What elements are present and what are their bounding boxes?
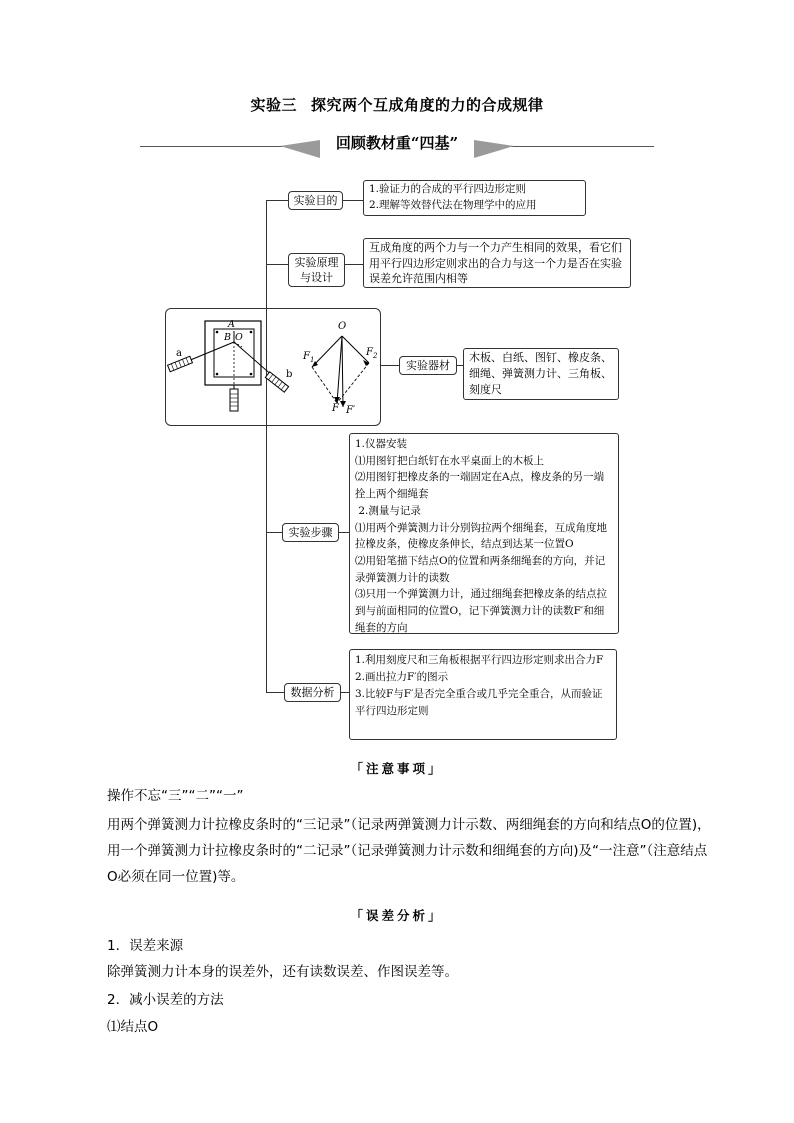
title-text: 探究两个互成角度的力的合成规律 <box>311 96 544 114</box>
banner-left-decoration <box>280 140 320 158</box>
purpose-line: 1.验证力的合成的平行四边形定则 <box>369 183 527 195</box>
analysis-line: 1.利用刻度尺和三角板根据平行四边形定则求出合力F <box>355 654 604 666</box>
label-b: b <box>286 369 293 380</box>
connector <box>266 200 288 201</box>
errors-subheading-2: 2．减小误差的方法 <box>107 992 224 1008</box>
connector <box>266 264 288 265</box>
label-point-A: A <box>228 319 235 330</box>
connector <box>381 365 399 366</box>
label-point-B: B <box>224 332 231 343</box>
page-title <box>0 94 794 115</box>
banner-title: 回顾教材重“四基” <box>335 134 459 152</box>
connector <box>343 200 363 201</box>
label-F1 <box>303 351 314 364</box>
label-principle <box>288 253 345 287</box>
label-F: F <box>332 403 339 414</box>
errors-heading-text: 误差分析 <box>365 908 428 923</box>
label-purpose: 实验目的 <box>288 191 343 210</box>
label-principle-line: 实验原理 <box>294 256 339 269</box>
label-equipment: 实验器材 <box>399 356 457 375</box>
apparatus-diagram <box>165 308 381 426</box>
notes-heading-text: 注意事项 <box>365 761 428 776</box>
notes-subtitle: 操作不忘“三”“二”“一” <box>107 788 244 804</box>
notes-heading: 「注意事项」 <box>350 761 444 776</box>
purpose-box <box>363 180 586 216</box>
errors-subheading-3: ⑴结点O <box>107 1019 159 1035</box>
analysis-box <box>349 649 617 740</box>
label-F1-sub: 1 <box>309 356 315 364</box>
label-F2-sub: 2 <box>372 352 378 360</box>
label-F-prime: F′ <box>346 405 356 416</box>
connector <box>266 692 284 693</box>
purpose-line: 2.理解等效替代法在物理学中的应用 <box>369 198 537 211</box>
label-F1-main: F <box>303 351 310 362</box>
steps-line: ⑶只用一个弹簧测力计，通过细绳套把橡皮条的结点拉到与前面相同的位置O，记下弹簧测力计的读数F′和细绳套的方向 <box>355 588 607 634</box>
label-principle-line: 与设计 <box>300 271 333 284</box>
connector <box>341 692 349 693</box>
connector <box>266 532 282 533</box>
equipment-box: 木板、白纸、图钉、橡皮条、细绳、弹簧测力计、三角板、刻度尺 <box>463 348 619 400</box>
steps-line: 2.测量与记录 <box>355 504 421 517</box>
connector <box>339 532 349 533</box>
errors-paragraph-1: 除弹簧测力计本身的误差外，还有读数误差、作图误差等。 <box>107 964 458 980</box>
label-a: a <box>176 348 182 359</box>
steps-line: ⑴用两个弹簧测力计分别钩拉两个细绳套，互成角度地拉橡皮条，使橡皮条伸长，结点到达某一位置O <box>355 521 607 551</box>
label-F2-main: F <box>366 347 373 358</box>
principle-box: 互成角度的两个力与一个力产生相同的效果，看它们用平行四边形定则求出的合力与这一个力是否在实验误差允许范围内相等 <box>363 238 631 288</box>
label-vector-origin: O <box>338 321 347 332</box>
steps-box <box>349 433 619 634</box>
analysis-line: 2.画出拉力F′的图示 <box>355 671 449 683</box>
title-experiment-number: 实验三 <box>250 96 297 114</box>
steps-line: ⑴用图钉把白纸钉在水平桌面上的木板上 <box>355 454 544 467</box>
label-steps: 实验步骤 <box>282 523 339 542</box>
steps-line: 1.仪器安装 <box>355 438 408 450</box>
label-analysis: 数据分析 <box>284 683 341 702</box>
label-F2 <box>366 347 377 360</box>
analysis-line: 3.比较F与F′是否完全重合或几乎完全重合，从而验证平行四边形定则 <box>355 688 603 717</box>
mindmap-trunk <box>266 200 267 692</box>
steps-line: ⑵用铅笔描下结点O的位置和两条细绳套的方向，并记录弹簧测力计的读数 <box>355 554 606 584</box>
errors-subheading-1: 1．误差来源 <box>107 938 184 954</box>
notes-paragraph-text: 用两个弹簧测力计拉橡皮条时的“三记录”（记录两弹簧测力计示数、两细绳套的方向和结点O的位置)，用一个弹簧测力计拉橡皮条时的“二记录”（记录弹簧测力计示数和细绳套的方向)及“一注意”（注意结点O必须在同一位置)等。 <box>107 817 711 885</box>
errors-heading: 「误差分析」 <box>350 908 444 923</box>
banner-right-decoration <box>474 140 514 158</box>
notes-paragraph <box>107 812 712 890</box>
steps-line: ⑵用图钉把橡皮条的一端固定在A点，橡皮条的另一端拴上两个细绳套 <box>355 471 605 501</box>
connector <box>345 264 363 265</box>
label-point-O: O <box>235 332 243 343</box>
